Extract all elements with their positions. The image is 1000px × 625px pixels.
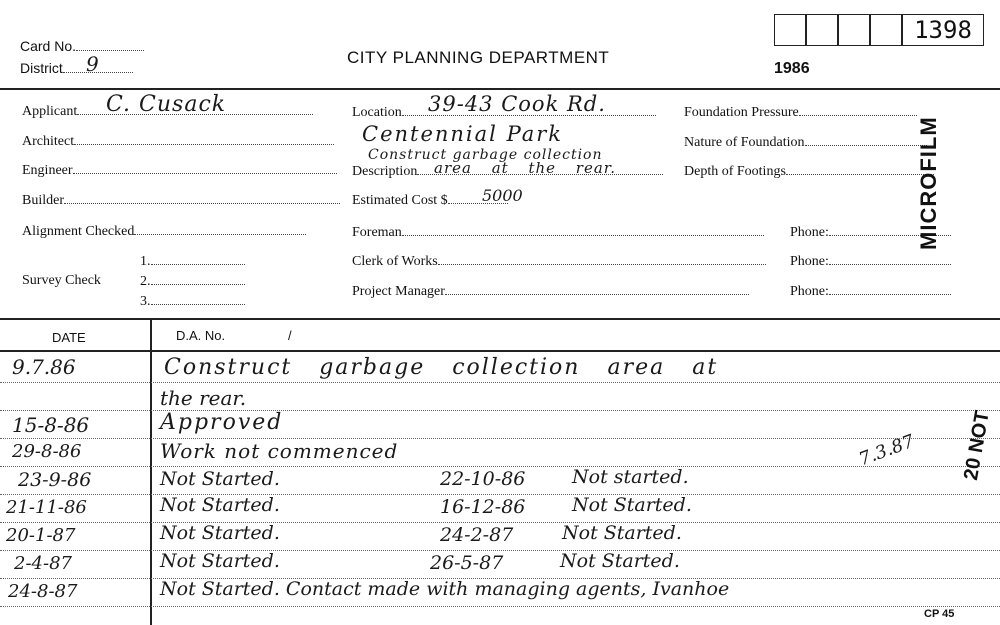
entry-date: 20-1-87 xyxy=(6,525,76,546)
row-line xyxy=(0,466,1000,467)
project-manager-label: Project Manager xyxy=(352,284,749,300)
entry-date: 15-8-86 xyxy=(12,413,90,437)
estimated-cost-value: 5000 xyxy=(482,186,523,205)
nature-of-foundation-label: Nature of Foundation xyxy=(684,135,927,151)
row-line xyxy=(0,494,1000,495)
foundation-pressure-label: Foundation Pressure xyxy=(684,105,917,121)
card-number-box xyxy=(806,14,838,46)
row-line xyxy=(0,382,1000,383)
initials-mark: 7.3.87 xyxy=(856,430,918,471)
entry-date: 21-11-86 xyxy=(6,497,87,518)
district-value: 9 xyxy=(86,52,99,76)
entry-date-2: 26-5-87 xyxy=(430,552,504,574)
entry-text: Not Started. xyxy=(160,550,280,572)
entry-text-2: Not Started. xyxy=(572,494,692,516)
location-value: 39-43 Cook Rd. xyxy=(428,92,606,116)
card-number: 1398 xyxy=(902,14,984,46)
not-stamp: 20 NOT xyxy=(960,409,994,482)
department-title: CITY PLANNING DEPARTMENT xyxy=(347,48,610,67)
description-label: Description xyxy=(352,164,663,180)
entry-text-2: Not Started. xyxy=(560,550,680,572)
depth-of-footings-label: Depth of Footings xyxy=(684,164,934,180)
phone-label-2: Phone: xyxy=(790,254,951,270)
da-no-header: D.A. No. xyxy=(176,328,226,343)
entry-text: Not Started. xyxy=(160,522,280,544)
row-line xyxy=(0,550,1000,551)
entry-text: Construct garbage collection area at xyxy=(164,355,719,380)
year: 1986 xyxy=(774,60,810,77)
card-number-box xyxy=(838,14,870,46)
survey-line-2: 2. xyxy=(140,274,245,290)
foreman-label: Foreman xyxy=(352,225,764,241)
description-value: area at the rear. xyxy=(434,159,617,177)
row-line xyxy=(0,522,1000,523)
row-line xyxy=(0,438,1000,439)
row-line xyxy=(0,606,1000,607)
card-no-label: Card No. xyxy=(20,38,144,54)
location-label: Location xyxy=(352,105,656,121)
applicant-label: Applicant xyxy=(22,104,313,120)
district-label: District xyxy=(20,60,133,76)
entry-date: 29-8-86 xyxy=(12,441,82,462)
description-note: Construct garbage collection xyxy=(368,147,603,163)
entry-text: Not Started. xyxy=(160,494,280,516)
location-value-2: Centennial Park xyxy=(362,122,564,146)
entry-date: 23-9-86 xyxy=(18,469,92,491)
entry-date-2: 16-12-86 xyxy=(440,496,526,518)
card-number-box xyxy=(870,14,902,46)
header-rule xyxy=(0,88,1000,90)
applicant-value: C. Cusack xyxy=(106,92,227,117)
architect-label: Architect xyxy=(22,134,334,150)
survey-check-label: Survey Check xyxy=(22,273,101,288)
microfilm-stamp: MICROFILM xyxy=(916,116,941,250)
entry-text: the rear. xyxy=(160,386,247,410)
row-line xyxy=(0,410,1000,411)
alignment-label: Alignment Checked xyxy=(22,224,306,240)
clerk-of-works-label: Clerk of Works xyxy=(352,254,766,270)
entry-text: Approved xyxy=(160,410,284,435)
engineer-label: Engineer xyxy=(22,163,337,179)
form-code: CP 45 xyxy=(924,608,955,620)
da-no-value: / xyxy=(288,328,292,343)
estimated-cost-label: Estimated Cost $ xyxy=(352,193,508,209)
date-header: DATE xyxy=(52,330,86,345)
phone-label-1: Phone: xyxy=(790,225,951,241)
entry-date-2: 24-2-87 xyxy=(440,524,514,546)
entry-text: Work not commenced xyxy=(160,439,399,463)
entry-text: Not Started. xyxy=(160,468,280,490)
entry-date: 24-8-87 xyxy=(8,581,78,602)
entry-date-2: 22-10-86 xyxy=(440,468,526,490)
entry-text: Not Started. Contact made with managing agents, Ivanhoe xyxy=(160,578,730,600)
entry-text-2: Not started. xyxy=(572,466,689,488)
entry-text-2: Not Started. xyxy=(562,522,682,544)
entry-date: 9.7.86 xyxy=(12,355,76,379)
card-number-box xyxy=(774,14,806,46)
entry-date: 2-4-87 xyxy=(14,553,72,574)
builder-label: Builder xyxy=(22,193,340,209)
survey-line-1: 1. xyxy=(140,254,245,270)
survey-line-3: 3. xyxy=(140,294,245,310)
phone-label-3: Phone: xyxy=(790,284,951,300)
